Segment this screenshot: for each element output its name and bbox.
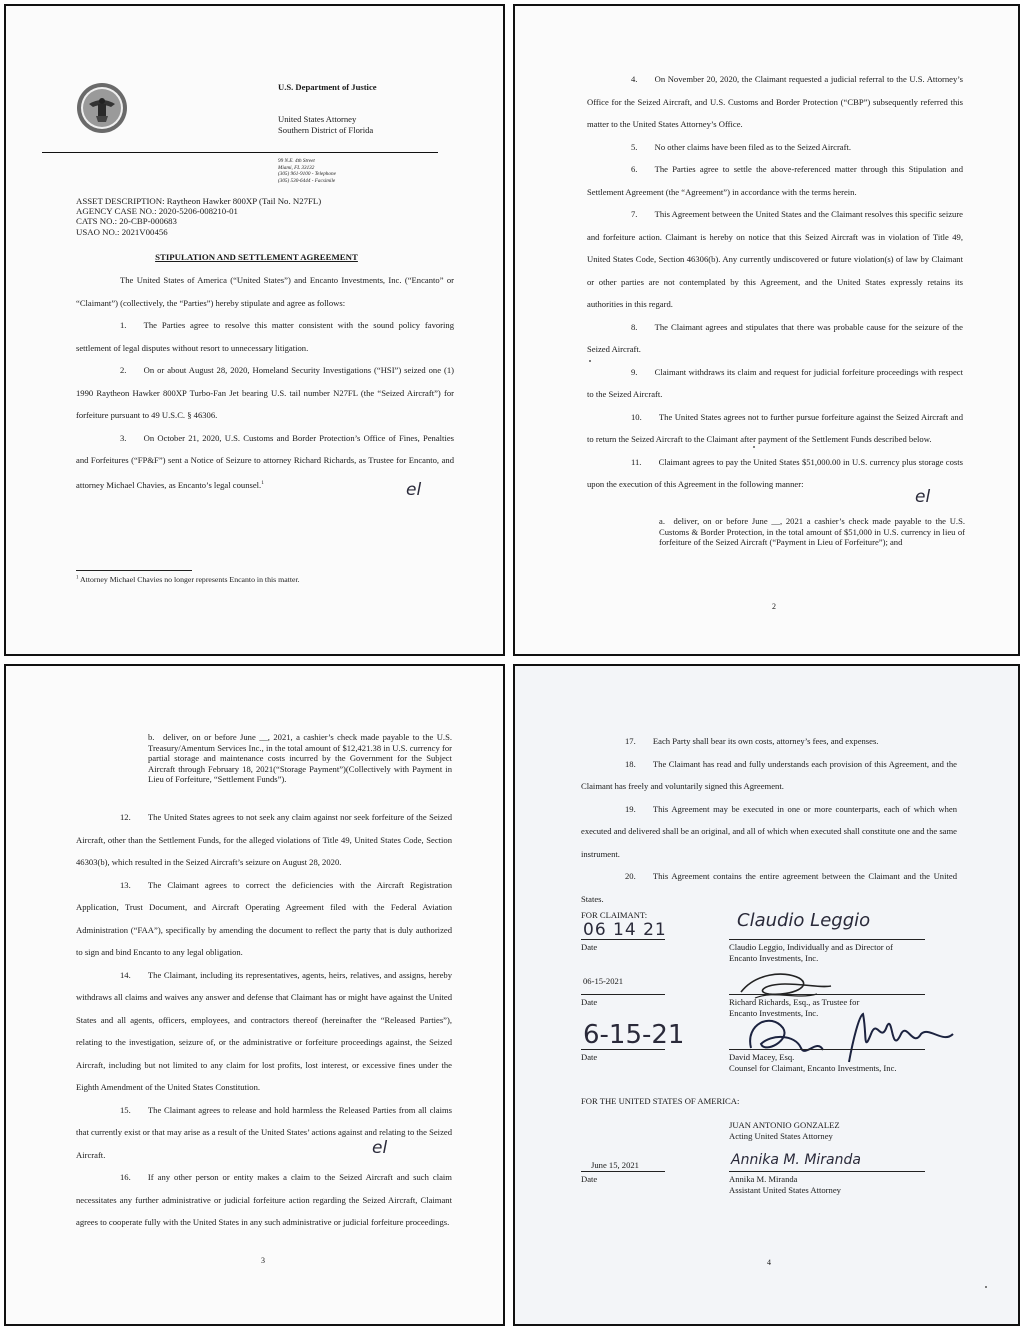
page-1 [4,4,505,656]
case-info: ASSET DESCRIPTION: Raytheon Hawker 800XP (Tail No. N27FL) AGENCY CASE NO.: 2020-5206-008210-01 CATS NO.: 20-CBP-000683 USAO NO.: 2021V00456 [76,196,322,237]
page-2 [513,4,1020,656]
paragraph-4: 4. On November 20, 2020, the Claimant requested a judicial referral to the U.S. Attorney’s Office for the Seized Aircraft, and U.S. Customs and Border Protection (“CBP”) subsequently referred this matter to the United States Attorney’s Office. [587,74,963,129]
speck [589,360,591,362]
document-title: STIPULATION AND SETTLEMENT AGREEMENT [155,252,358,262]
office-line1: United States Attorney [278,114,357,124]
initials-mark: el [406,480,422,500]
signer-2-line1: Richard Richards, Esq., as Trustee for [729,997,860,1007]
signer-4-line2: Assistant United States Attorney [729,1185,841,1195]
paragraph-6: 6. The Parties agree to settle the above-referenced matter through this Stipulation and Settlement Agreement (the “Agreement”) in accordance with the terms herein. [587,164,963,197]
signature-line [729,939,925,940]
office-address: 99 N.E. 4th Street Miami, FL 33132 (305) 961-9100 - Telephone (305) 530-6444 - Facsimile [278,158,336,184]
signature-line [729,994,925,995]
signer-3-line1: David Macey, Esq. [729,1052,795,1062]
signature-leggio: Claudio Leggio [737,910,871,931]
paragraph-17: 17. Each Party shall bear its own costs, attorney’s fees, and expenses. [625,736,879,746]
page-4 [513,664,1020,1326]
paragraph-11: 11. Claimant agrees to pay the United States $51,000.00 in U.S. currency plus storage costs upon the execution of this Agreement in the following manner: [587,456,963,489]
subparagraph-b: b. deliver, on or before June __, 2021, a cashier’s check made payable to the U.S. Treasury/Amentum Services Inc., in the total amount of $12,421.38 in U.S. currency for partial storage and maintenance costs incurred by the Government for the Subject Aircraft through February 18, 2021(“Storage Payment”)(Collectively with Payment in Lieu of Forfeiture, “Settlement Funds”). [148,732,452,785]
paragraph-8: 8. The Claimant agrees and stipulates that there was probable cause for the seizure of the Seized Aircraft. [587,321,963,354]
page-number: 4 [767,1258,771,1267]
signer-3-line2: Counsel for Claimant, Encanto Investments, Inc. [729,1063,897,1073]
signer-1-line1: Claudio Leggio, Individually and as Director of [729,942,893,952]
initials-mark: el [915,487,931,507]
paragraph-16: 16. If any other person or entity makes a claim to the Seized Aircraft and such claim necessitates any further administrative or judicial forfeiture action regarding the Seized Aircraft, Claimant agrees to cooperate fully with the United States in any such administrative or judicial forfeiture proceedings. [76,1172,452,1227]
page-number: 3 [261,1256,265,1265]
paragraph-1: 1. The Parties agree to resolve this matter consistent with the sound policy favoring settlement of legal disputes without resort to unnecessary litigation. [76,320,454,353]
paragraph-2: 2. On or about August 28, 2020, Homeland Security Investigations (“HSI”) seized one (1) 1990 Raytheon Hawker 800XP Turbo-Fan Jet bearing U.S. tail number N27FL (the “Seized Aircraft”) for forfeiture pursuant to 49 U.S.C. § 46306. [76,365,454,420]
paragraph-18: 18. The Claimant has read and fully understands each provision of this Agreement, and the Claimant has freely and voluntarily signed this Agreement. [581,758,957,791]
paragraph-3: 3. On October 21, 2020, U.S. Customs and Border Protection’s Office of Fines, Penalties and Forfeitures (“FP&F”) sent a Notice of Seizure to attorney Richard Richards, as Trustee for Encanto, and attorney Michael Chavies, as Encanto’s legal counsel.$^1$ [76,432,454,490]
page3-body [76,806,452,1234]
office-line2: Southern District of Florida [278,125,374,135]
paragraph-10: 10. The United States agrees not to further pursue forfeiture against the Seized Aircraft and to return the Seized Aircraft to the Claimant after payment of the Settlement Funds described below. [587,411,963,444]
paragraph-12: 12. The United States agrees to not seek any claim against nor seek forfeiture of the Seized Aircraft, other than the Settlement Funds, for the alleged violations of Title 49, United States Code, Section 46303(b), which resulted in the Seized Aircraft’s seizure on August 28, 2020. [76,812,452,867]
date-label: Date [581,997,598,1007]
date-line [581,1049,665,1050]
initials-mark: el [372,1138,388,1158]
claimant-date-1: 06 14 21 [583,920,667,940]
claimant-date-2: 06-15-2021 [583,976,624,986]
paragraph-20: 20. This Agreement contains the entire agreement between the Claimant and the United States. [581,871,957,904]
header-rule [42,152,438,153]
signer-2-line2: Encanto Investments, Inc. [729,1008,819,1018]
paragraph-14: 14. The Claimant, including its representatives, agents, heirs, relatives, and assigns, hereby withdraws all claims and waives any answer and defense that Claimant has or might have against the United States and all agents, officers, employees, and contractors thereof (hereinafter the “Released Parties”), relating to the investigation, seizure of, or the administrative or forfeiture proceedings against, the Seized Aircraft, including but not limited to any claim for lost profits, lost interest, or excessive fines under the Eighth Amendment of the United States Constitution. [76,969,452,1092]
paragraph-7: 7. This Agreement between the United States and the Claimant resolves this specific seizure and forfeiture action. Claimant is hereby on notice that this Seized Aircraft was in violation of Title 49, United States Code, Section 46306(b). Any currently undiscovered or future violation(s) of law by Claimant or other parties are not contemplated by this Agreement, and the United States expressly retains its authorities in this regard. [587,209,963,309]
page-3 [4,664,505,1326]
us-attorney-title: Acting United States Attorney [729,1131,833,1141]
intro-paragraph: The United States of America (“United States”) and Encanto Investments, Inc. (“Encanto” or “Claimant”) (collectively, the “Parties”) hereby stipulate and agree as follows: [76,275,454,308]
signature-line [729,1049,925,1050]
for-us-heading: FOR THE UNITED STATES OF AMERICA: [581,1096,740,1106]
us-date: June 15, 2021 [591,1160,639,1170]
footnote-mark: 1 [261,479,264,486]
speck [985,1286,987,1288]
date-label: Date [581,1174,598,1184]
signature-miranda: Annika M. Miranda [731,1152,861,1168]
paragraph-13: 13. The Claimant agrees to correct the deficiencies with the Aircraft Registration Application, Trust Document, and Aircraft Operating Agreement filed with the Federal Aviation Administration (“FAA”), specifically by amending the document to reflect the party that is duly authorized to sign and bind Encanto to any legal obligation. [76,879,452,957]
page2-body [587,68,963,496]
paragraph-5: 5. No other claims have been filed as to the Seized Aircraft. [631,141,852,152]
paragraph-15: 15. The Claimant agrees to release and hold harmless the Released Parties from all claims that currently exist or that may arise as a result of the United States’ actions against and relating to the Seized Aircraft. [76,1104,452,1160]
us-attorney-name: JUAN ANTONIO GONZALEZ [729,1120,840,1130]
subparagraph-a: a. deliver, on or before June __, 2021 a cashier’s check made payable to the U.S. Customs & Border Protection, in the total amount of $51,000 in U.S. currency in lieu of forfeiture of the Seized Aircraft (“Payment in Lieu of Forfeiture”); and [659,516,965,548]
signer-4-line1: Annika M. Miranda [729,1174,798,1184]
date-line [581,1171,665,1172]
signer-1-line2: Encanto Investments, Inc. [729,953,819,963]
for-claimant-heading: FOR CLAIMANT: [581,910,648,920]
page-number: 2 [772,602,776,611]
paragraph-9: 9. Claimant withdraws its claim and request for judicial forfeiture proceedings with respect to the Seized Aircraft. [587,366,963,399]
signature-line [729,1171,925,1172]
date-line [581,939,665,940]
claimant-date-3: 6-15-21 [583,1020,685,1050]
date-label: Date [581,1052,598,1062]
footnote-rule [76,570,192,571]
date-label: Date [581,942,598,952]
speck [753,446,755,448]
department-name: U.S. Department of Justice [278,82,377,92]
page4-body [581,730,957,910]
footnote: $^1$ Attorney Michael Chavies no longer represents Encanto in this matter. [76,575,300,584]
paragraph-19: 19. This Agreement may be executed in one or more counterparts, each of which when executed and delivered shall be an original, and all of which when executed shall constitute one and the same instrument. [581,803,957,859]
doj-seal-icon [76,82,128,134]
date-line [581,994,665,995]
page1-body [76,269,454,496]
